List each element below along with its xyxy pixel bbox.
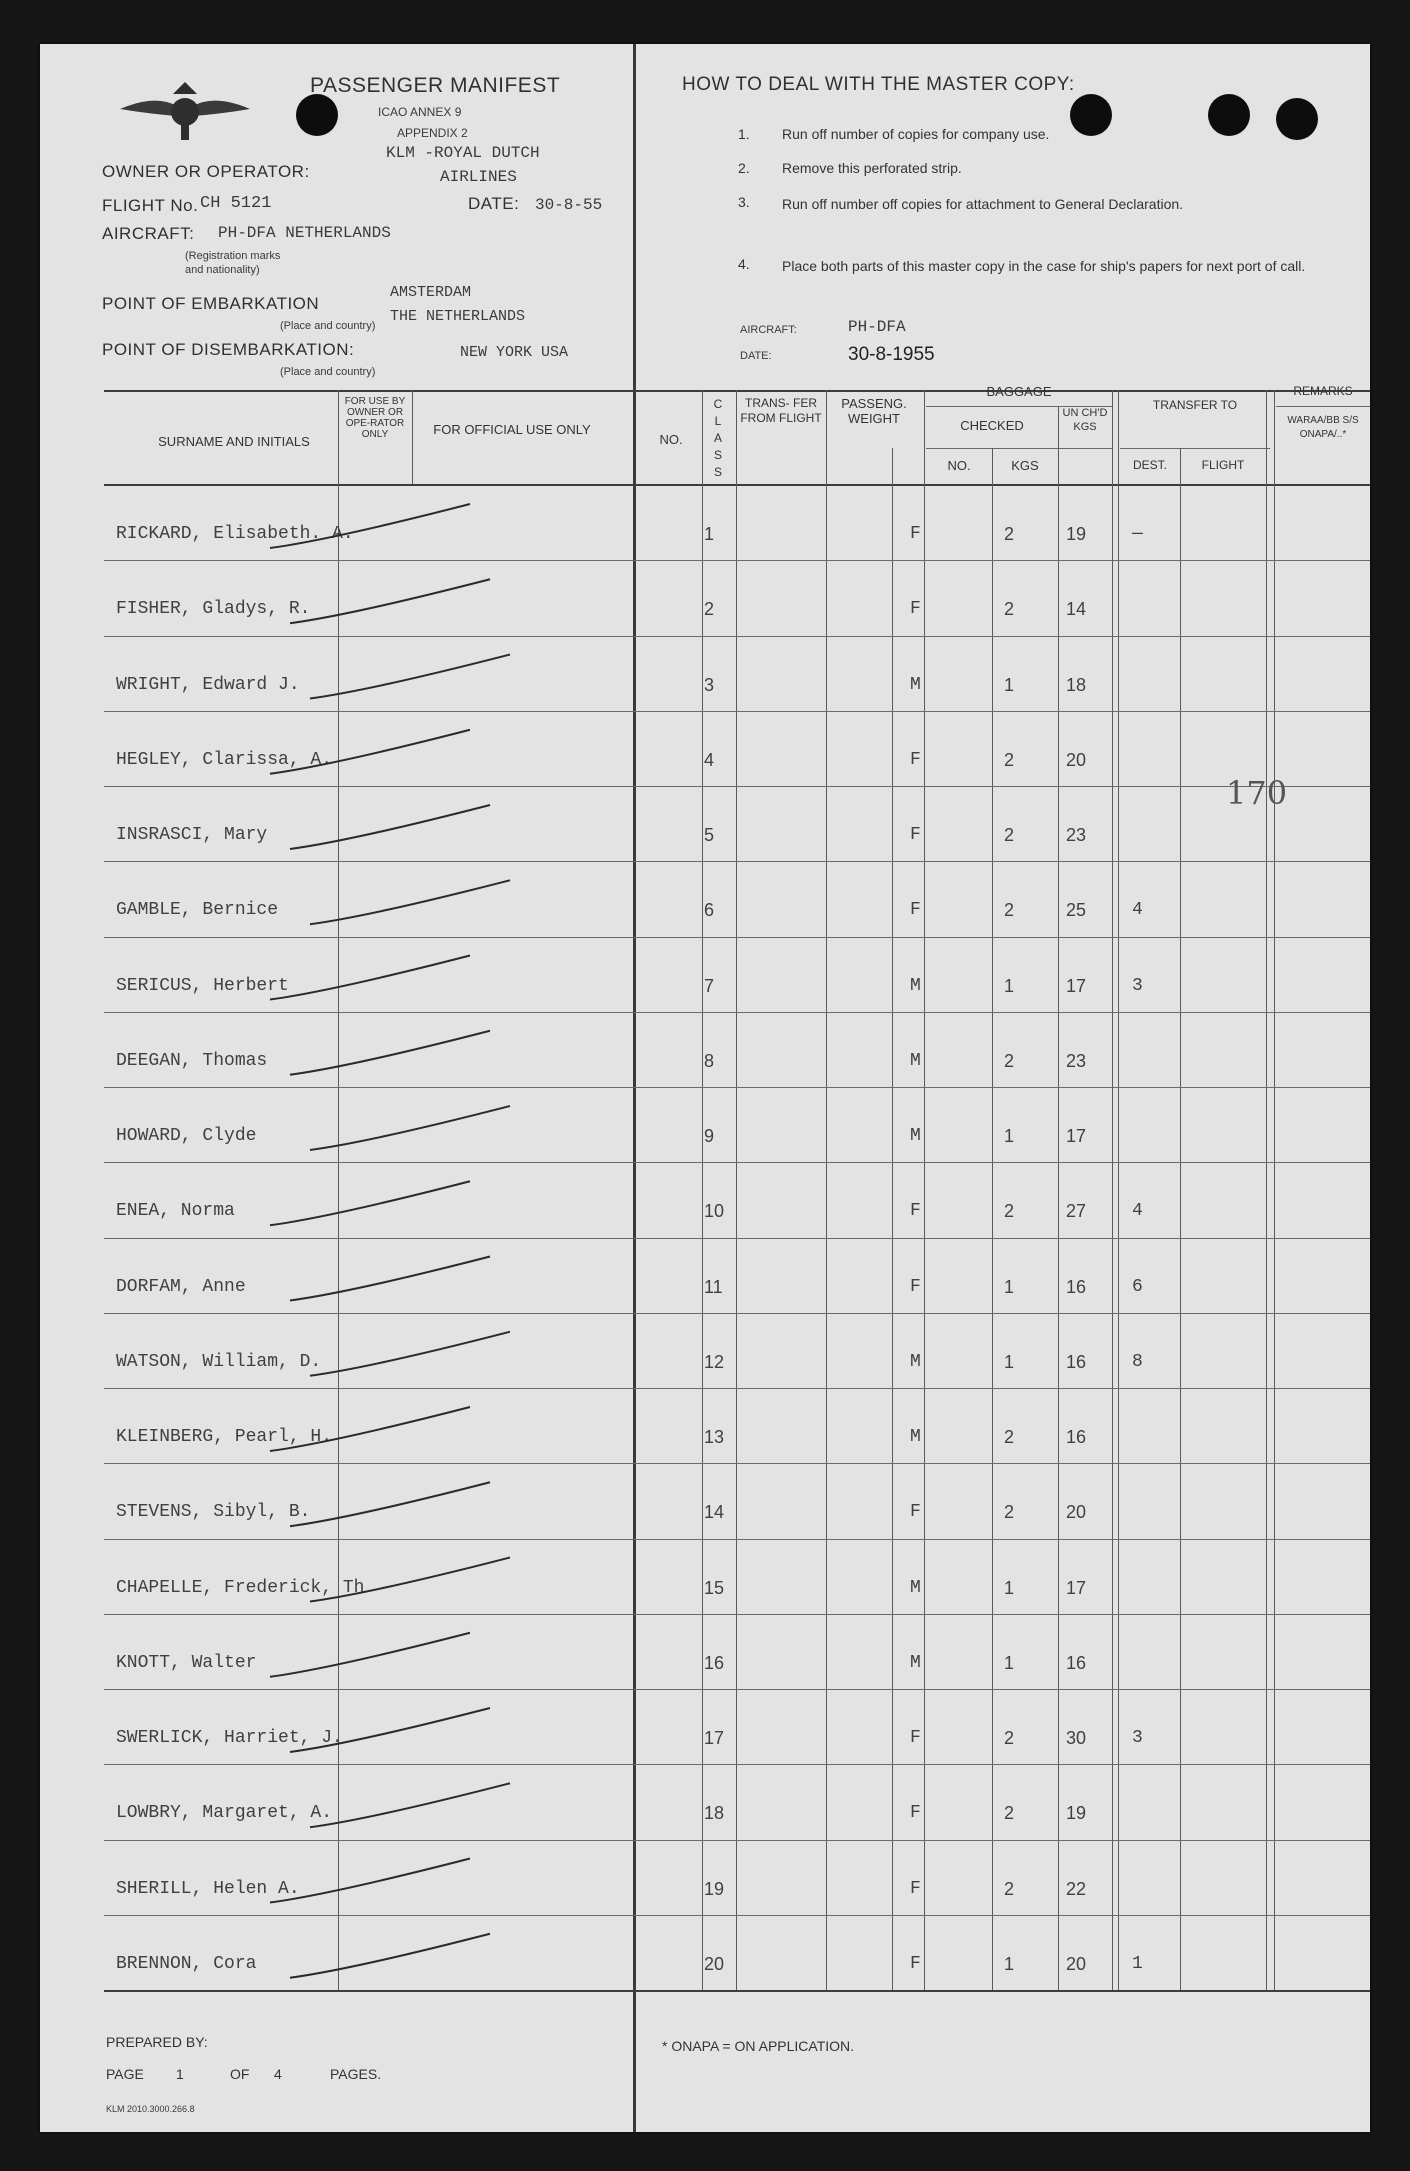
passenger-number: 19 xyxy=(704,1878,725,1899)
unchecked-kgs: — xyxy=(1132,524,1143,544)
date-value: 30-8-55 xyxy=(535,196,603,214)
onapa-note: * ONAPA = ON APPLICATION. xyxy=(662,2038,855,2054)
passenger-number: 15 xyxy=(704,1577,725,1598)
passenger-name: STEVENS, Sibyl, B. xyxy=(116,1502,311,1523)
unchecked-kgs: 4 xyxy=(1132,900,1143,921)
passenger-name: LOWBRY, Margaret, A. xyxy=(116,1803,333,1824)
checked-bag-kgs: 16 xyxy=(1066,1351,1087,1372)
remarks-header: REMARKS xyxy=(1293,384,1353,398)
embarkation-city: AMSTERDAM xyxy=(390,284,472,301)
passenger-sex: M xyxy=(910,1351,921,1372)
embarkation-note: (Place and country) xyxy=(280,320,376,332)
checked-bag-kgs: 19 xyxy=(1066,1803,1087,1824)
page-value: 1 xyxy=(176,2066,184,2082)
passenger-sex: F xyxy=(910,1502,921,1523)
pen-check-mark xyxy=(270,1859,470,1903)
instruction-text: Place both parts of this master copy in the case for ship's papers for next port of call. xyxy=(782,258,1306,274)
checked-bag-kgs: 25 xyxy=(1066,900,1087,921)
checked-bag-count: 2 xyxy=(1004,1803,1015,1824)
handwritten-annotation: 170 xyxy=(1226,774,1288,812)
checked-kgs-header: KGS xyxy=(1011,458,1039,473)
passenger-name: HEGLEY, Clarissa, A. xyxy=(116,749,333,770)
checked-bag-count: 2 xyxy=(1004,1502,1015,1523)
checked-bag-kgs: 16 xyxy=(1066,1276,1087,1297)
flight-header: FLIGHT xyxy=(1201,458,1245,472)
checked-bag-kgs: 16 xyxy=(1066,1652,1087,1673)
passenger-name: SHERILL, Helen A. xyxy=(116,1878,300,1899)
passenger-name: CHAPELLE, Frederick, Th xyxy=(116,1577,365,1598)
passenger-name: FISHER, Gladys, R. xyxy=(116,599,311,620)
disembarkation-value: NEW YORK USA xyxy=(460,344,569,361)
instruction-number: 3. xyxy=(738,194,750,210)
transfer-from-header: TRANS- FER FROM FLIGHT xyxy=(740,396,822,425)
instruction-number: 2. xyxy=(738,160,750,176)
passenger-sex: F xyxy=(910,825,921,845)
passenger-name: KNOTT, Walter xyxy=(116,1652,257,1673)
instructions-title: HOW TO DEAL WITH THE MASTER COPY: xyxy=(682,74,1075,95)
instruction-text: Run off number of copies for company use. xyxy=(782,126,1050,142)
checked-bag-kgs: 17 xyxy=(1066,1577,1087,1598)
pen-check-mark xyxy=(290,1257,490,1301)
passenger-name: BRENNON, Cora xyxy=(116,1953,257,1974)
checked-bag-kgs: 20 xyxy=(1066,749,1087,770)
aircraft-label: AIRCRAFT: xyxy=(102,224,195,243)
passenger-sex: F xyxy=(910,599,921,620)
pen-check-mark xyxy=(310,1332,510,1376)
passenger-sex: M xyxy=(910,1577,921,1598)
pen-check-mark xyxy=(310,1106,510,1150)
strip-date-value: 30-8-1955 xyxy=(848,344,935,365)
unchecked-kgs: 3 xyxy=(1132,975,1143,996)
date-label: DATE: xyxy=(468,194,520,213)
pen-check-mark xyxy=(270,730,470,774)
passenger-sex: F xyxy=(910,749,921,770)
pen-check-mark xyxy=(270,1407,470,1451)
passenger-name: INSRASCI, Mary xyxy=(116,825,268,845)
checked-bag-count: 1 xyxy=(1004,1953,1015,1974)
checked-bag-count: 1 xyxy=(1004,1652,1015,1673)
checked-bag-kgs: 23 xyxy=(1066,1050,1087,1071)
passenger-sex: F xyxy=(910,1728,921,1748)
surname-header: SURNAME AND INITIALS xyxy=(158,434,310,449)
passenger-sex: F xyxy=(910,1803,921,1824)
pen-check-mark xyxy=(290,805,490,849)
checked-bag-kgs: 23 xyxy=(1066,825,1087,845)
passenger-name: RICKARD, Elisabeth. A. xyxy=(116,524,354,544)
pen-check-mark xyxy=(310,880,510,924)
checked-bag-count: 2 xyxy=(1004,825,1015,845)
annex-label: ICAO ANNEX 9 xyxy=(378,105,462,119)
checked-bag-kgs: 22 xyxy=(1066,1878,1087,1899)
unchecked-kgs: 1 xyxy=(1132,1953,1143,1974)
passenger-sex: F xyxy=(910,900,921,921)
passenger-number: 2 xyxy=(704,599,715,620)
checked-no-header: NO. xyxy=(947,458,971,473)
strip-aircraft-value: PH-DFA xyxy=(848,318,906,336)
checked-bag-count: 1 xyxy=(1004,1126,1015,1146)
pen-check-mark xyxy=(270,504,470,548)
official-header: FOR OFFICIAL USE ONLY xyxy=(433,422,591,437)
strip-date-label: DATE: xyxy=(740,350,772,362)
passenger-name: GAMBLE, Bernice xyxy=(116,900,279,921)
passenger-sex: F xyxy=(910,1201,921,1222)
pages-label: PAGES. xyxy=(330,2066,382,2082)
pen-check-mark xyxy=(310,1558,510,1602)
passenger-sex: F xyxy=(910,1276,921,1297)
pen-check-mark xyxy=(290,1031,490,1075)
passenger-number: 9 xyxy=(704,1126,715,1146)
form-code: KLM 2010.3000.266.8 xyxy=(106,2104,195,2114)
passenger-sex: M xyxy=(910,1050,921,1071)
passenger-name: WATSON, William, D. xyxy=(116,1351,322,1372)
passenger-number: 11 xyxy=(704,1276,723,1297)
checked-header: CHECKED xyxy=(960,418,1024,433)
passenger-sex: M xyxy=(910,674,921,695)
passenger-number: 5 xyxy=(704,825,715,845)
checked-bag-count: 2 xyxy=(1004,599,1015,620)
passenger-number: 8 xyxy=(704,1050,715,1071)
owner-value-1: KLM -ROYAL DUTCH xyxy=(386,144,540,162)
checked-bag-count: 2 xyxy=(1004,900,1015,921)
passenger-name: SWERLICK, Harriet, J. xyxy=(116,1728,343,1748)
unchecked-kgs: 6 xyxy=(1132,1276,1143,1297)
strip-aircraft-label: AIRCRAFT: xyxy=(740,324,797,336)
passenger-number: 18 xyxy=(704,1803,725,1824)
checked-bag-count: 1 xyxy=(1004,1577,1015,1598)
passenger-name: ENEA, Norma xyxy=(116,1201,235,1222)
transfer-to-header: TRANSFER TO xyxy=(1152,398,1238,412)
instruction-text: Run off number off copies for attachment to General Declaration. xyxy=(782,196,1184,212)
instruction-number: 4. xyxy=(738,256,750,272)
checked-bag-kgs: 27 xyxy=(1066,1201,1087,1222)
passenger-number: 3 xyxy=(704,674,715,695)
checked-bag-count: 2 xyxy=(1004,1728,1015,1748)
passenger-number: 12 xyxy=(704,1351,725,1372)
checked-bag-count: 2 xyxy=(1004,749,1015,770)
dest-header: DEST. xyxy=(1132,458,1167,472)
for-use-header: FOR USE BY OWNER OR OPE-RATOR ONLY xyxy=(344,396,406,440)
pen-check-mark xyxy=(270,1181,470,1225)
checked-bag-count: 1 xyxy=(1004,975,1015,996)
checked-bag-count: 2 xyxy=(1004,1201,1015,1222)
passenger-number: 10 xyxy=(704,1201,725,1222)
passenger-number: 20 xyxy=(704,1953,725,1974)
of-value: 4 xyxy=(274,2066,282,2082)
unchecked-kgs: 3 xyxy=(1132,1728,1143,1748)
passenger-number: 7 xyxy=(704,975,715,996)
passenger-number: 16 xyxy=(704,1652,725,1673)
checked-bag-kgs: 17 xyxy=(1066,975,1087,996)
flight-value: CH 5121 xyxy=(200,194,272,213)
passenger-sex: M xyxy=(910,1652,921,1673)
remarks-sub-header: WARAA/BB S/S ONAPA/..* xyxy=(1287,415,1359,440)
disembarkation-label: POINT OF DISEMBARKATION: xyxy=(102,340,355,359)
checked-bag-count: 1 xyxy=(1004,1351,1015,1372)
checked-bag-kgs: 18 xyxy=(1066,674,1087,695)
checked-bag-count: 2 xyxy=(1004,1878,1015,1899)
passenger-sex: M xyxy=(910,975,921,996)
passenger-name: DEEGAN, Thomas xyxy=(116,1050,268,1071)
of-label: OF xyxy=(230,2066,250,2082)
checked-bag-count: 2 xyxy=(1004,524,1015,544)
no-header: NO. xyxy=(659,432,683,447)
passenger-name: SERICUS, Herbert xyxy=(116,975,289,996)
appendix-label: APPENDIX 2 xyxy=(397,126,468,140)
manifest-page xyxy=(40,44,1370,2132)
checked-bag-kgs: 20 xyxy=(1066,1953,1087,1974)
pen-check-mark xyxy=(310,655,510,699)
pen-check-mark xyxy=(290,1934,490,1978)
passenger-sex: F xyxy=(910,1878,921,1899)
disembarkation-note: (Place and country) xyxy=(280,366,376,378)
passenger-sex: F xyxy=(910,524,921,544)
aircraft-value: PH-DFA NETHERLANDS xyxy=(218,224,391,242)
unchecked-kgs: 8 xyxy=(1132,1351,1143,1372)
passenger-number: 17 xyxy=(704,1728,725,1748)
embarkation-country: THE NETHERLANDS xyxy=(390,308,526,325)
pen-check-mark xyxy=(310,1783,510,1827)
class-header: C L A S S xyxy=(713,397,723,479)
instruction-number: 1. xyxy=(738,126,750,142)
passenger-sex: M xyxy=(910,1126,921,1146)
passenger-weight-header: PASSENG. WEIGHT xyxy=(841,396,907,426)
passenger-name: KLEINBERG, Pearl, H. xyxy=(116,1427,333,1447)
unchecked-header: UN CH'D KGS xyxy=(1062,407,1108,433)
checked-bag-kgs: 16 xyxy=(1066,1427,1087,1447)
passenger-number: 1 xyxy=(704,524,715,544)
checked-bag-count: 1 xyxy=(1004,1276,1015,1297)
passenger-name: DORFAM, Anne xyxy=(116,1276,246,1297)
pen-check-mark xyxy=(290,579,490,623)
checked-bag-count: 2 xyxy=(1004,1050,1015,1071)
owner-label: OWNER OR OPERATOR: xyxy=(102,162,310,181)
passenger-number: 14 xyxy=(704,1502,725,1523)
checked-bag-kgs: 30 xyxy=(1066,1728,1087,1748)
baggage-header: BAGGAGE xyxy=(986,384,1052,399)
flight-label: FLIGHT No. xyxy=(102,196,199,215)
owner-value-2: AIRLINES xyxy=(440,168,517,186)
pen-check-mark xyxy=(290,1482,490,1526)
prepared-by-label: PREPARED BY: xyxy=(106,2034,208,2050)
passenger-name: HOWARD, Clyde xyxy=(116,1126,257,1146)
pen-marks xyxy=(40,44,1370,2132)
pen-check-mark xyxy=(290,1708,490,1752)
pen-check-mark xyxy=(270,1633,470,1677)
passenger-sex: F xyxy=(910,1953,921,1974)
registration-note: (Registration marks xyxy=(185,250,281,262)
page-label: PAGE xyxy=(106,2066,144,2082)
passenger-name: WRIGHT, Edward J. xyxy=(116,674,300,695)
instruction-text: Remove this perforated strip. xyxy=(782,160,962,176)
passenger-number: 4 xyxy=(704,749,715,770)
checked-bag-count: 2 xyxy=(1004,1427,1015,1447)
checked-bag-kgs: 20 xyxy=(1066,1502,1087,1523)
embarkation-label: POINT OF EMBARKATION xyxy=(102,294,320,313)
checked-bag-kgs: 19 xyxy=(1066,524,1087,544)
unchecked-kgs: 4 xyxy=(1132,1201,1143,1222)
checked-bag-kgs: 17 xyxy=(1066,1126,1087,1146)
passenger-sex: M xyxy=(910,1427,921,1447)
pen-check-mark xyxy=(270,956,470,1000)
passenger-number: 6 xyxy=(704,900,715,921)
checked-bag-count: 1 xyxy=(1004,674,1015,695)
registration-note: and nationality) xyxy=(185,264,260,276)
checked-bag-kgs: 14 xyxy=(1066,599,1087,620)
passenger-number: 13 xyxy=(704,1427,725,1447)
manifest-title: PASSENGER MANIFEST xyxy=(310,74,561,97)
